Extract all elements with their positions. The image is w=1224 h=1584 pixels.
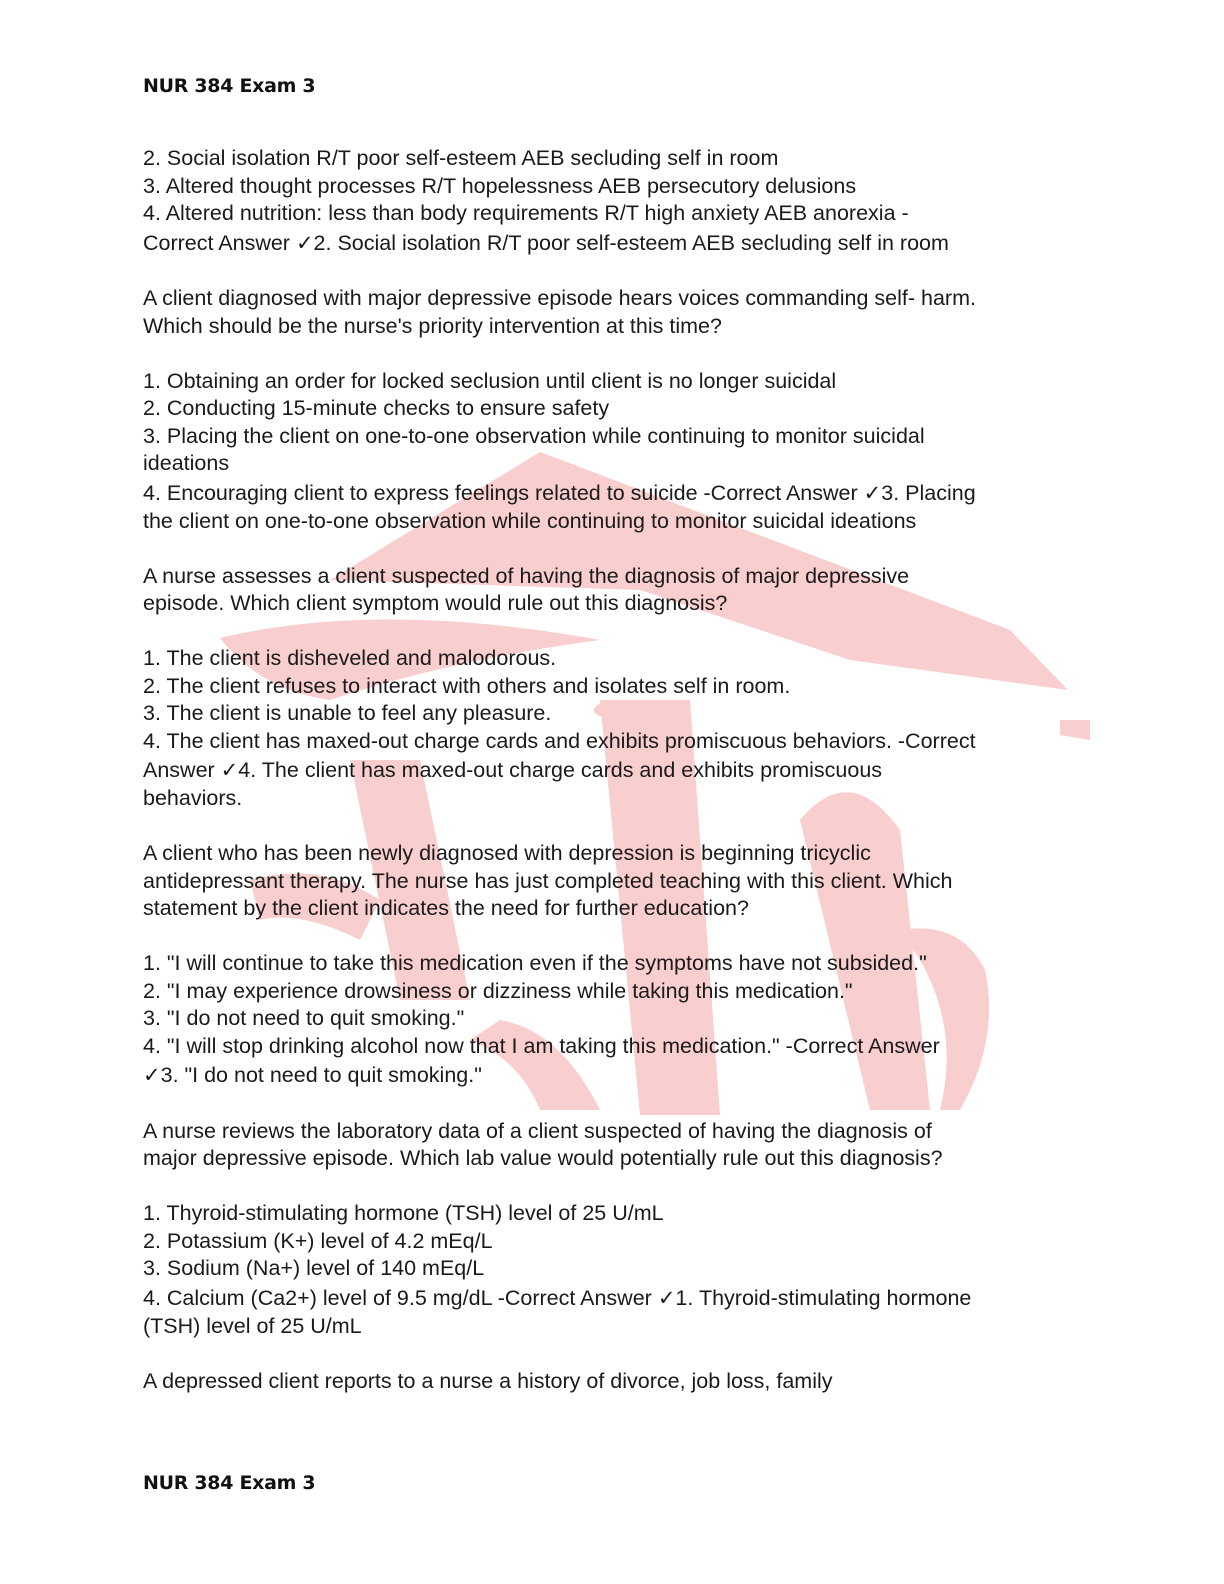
correct-answer: Correct Answer ✓2. Social isolation R/T poor self-esteem AEB secluding self in room [143,230,949,255]
question-text: A nurse reviews the laboratory data of a client suspected of having the diagnosis of [143,1118,932,1143]
option-2: 2. "I may experience drowsiness or dizziness while taking this medication." [143,978,853,1003]
check-icon: ✓ [143,1063,161,1087]
option-4-with-answer: 4. Calcium (Ca2+) level of 9.5 mg/dL -Correct Answer ✓1. Thyroid-stimulating hormone [143,1285,972,1310]
check-icon: ✓ [657,1285,676,1310]
option-2: 2. Conducting 15-minute checks to ensure safety [143,396,610,420]
check-icon: ✓ [220,758,239,782]
option-1: 1. Thyroid-stimulating hormone (TSH) level of 25 U/mL [143,1201,664,1225]
option-4-with-answer: 4. Encouraging client to express feelings related to suicide -Correct Answer ✓3. Placing [143,480,976,505]
option-1: 1. "I will continue to take this medication even if the symptoms have not subsided." [143,951,927,975]
question-text: major depressive episode. Which lab value would potentially rule out this diagnosis? [143,1146,943,1170]
page-header-title: NUR 384 Exam 3 [143,75,316,97]
correct-answer: ✓3. "I do not need to quit smoking." [143,1063,482,1087]
check-icon: ✓ [295,230,314,255]
option-3: 3. The client is unable to feel any pleasure. [143,701,552,725]
option-3: 3. Altered thought processes R/T hopelessness AEB persecutory delusions [143,173,857,198]
correct-answer-cont: (TSH) level of 25 U/mL [143,1313,362,1338]
correct-answer-cont: behaviors. [143,786,243,810]
document-body [143,145,1083,1395]
question-text: antidepressant therapy. The nurse has just completed teaching with this client. Which [143,868,953,893]
option-3-cont: ideations [143,451,230,475]
question-text: statement by the client indicates the need for further education? [143,896,749,920]
page-footer-title: NUR 384 Exam 3 [143,1472,316,1494]
option-1: 1. The client is disheveled and malodorous. [143,646,557,670]
option-4: 4. Altered nutrition: less than body requirements R/T high anxiety AEB anorexia - [143,201,909,225]
question-text: A nurse assesses a client suspected of having the diagnosis of major depressive [143,563,910,588]
option-4: 4. "I will stop drinking alcohol now that I am taking this medication." -Correct Answer [143,1033,940,1058]
check-icon: ✓ [863,480,882,505]
option-4: 4. The client has maxed-out charge cards and exhibits promiscuous behaviors. -Correct [143,728,976,753]
option-3: 3. "I do not need to quit smoking." [143,1006,465,1030]
option-3: 3. Sodium (Na+) level of 140 mEq/L [143,1256,485,1280]
option-2: 2. Social isolation R/T poor self-esteem AEB secluding self in room [143,146,779,170]
option-3: 3. Placing the client on one-to-one observation while continuing to monitor suicidal [143,423,925,448]
option-2: 2. The client refuses to interact with others and isolates self in room. [143,673,791,698]
question-text: A client who has been newly diagnosed with depression is beginning tricyclic [143,841,871,865]
question-text: episode. Which client symptom would rule out this diagnosis? [143,591,728,615]
correct-answer: Answer ✓4. The client has maxed-out charge cards and exhibits promiscuous [143,758,883,782]
correct-answer-cont: the client on one-to-one observation while continuing to monitor suicidal ideations [143,508,917,533]
option-2: 2. Potassium (K+) level of 4.2 mEq/L [143,1228,493,1253]
question-text: Which should be the nurse's priority intervention at this time? [143,313,722,338]
option-1: 1. Obtaining an order for locked seclusion until client is no longer suicidal [143,368,837,393]
question-text: A client diagnosed with major depressive episode hears voices commanding self- harm. [143,286,976,310]
question-text: A depressed client reports to a nurse a history of divorce, job loss, family [143,1368,833,1393]
